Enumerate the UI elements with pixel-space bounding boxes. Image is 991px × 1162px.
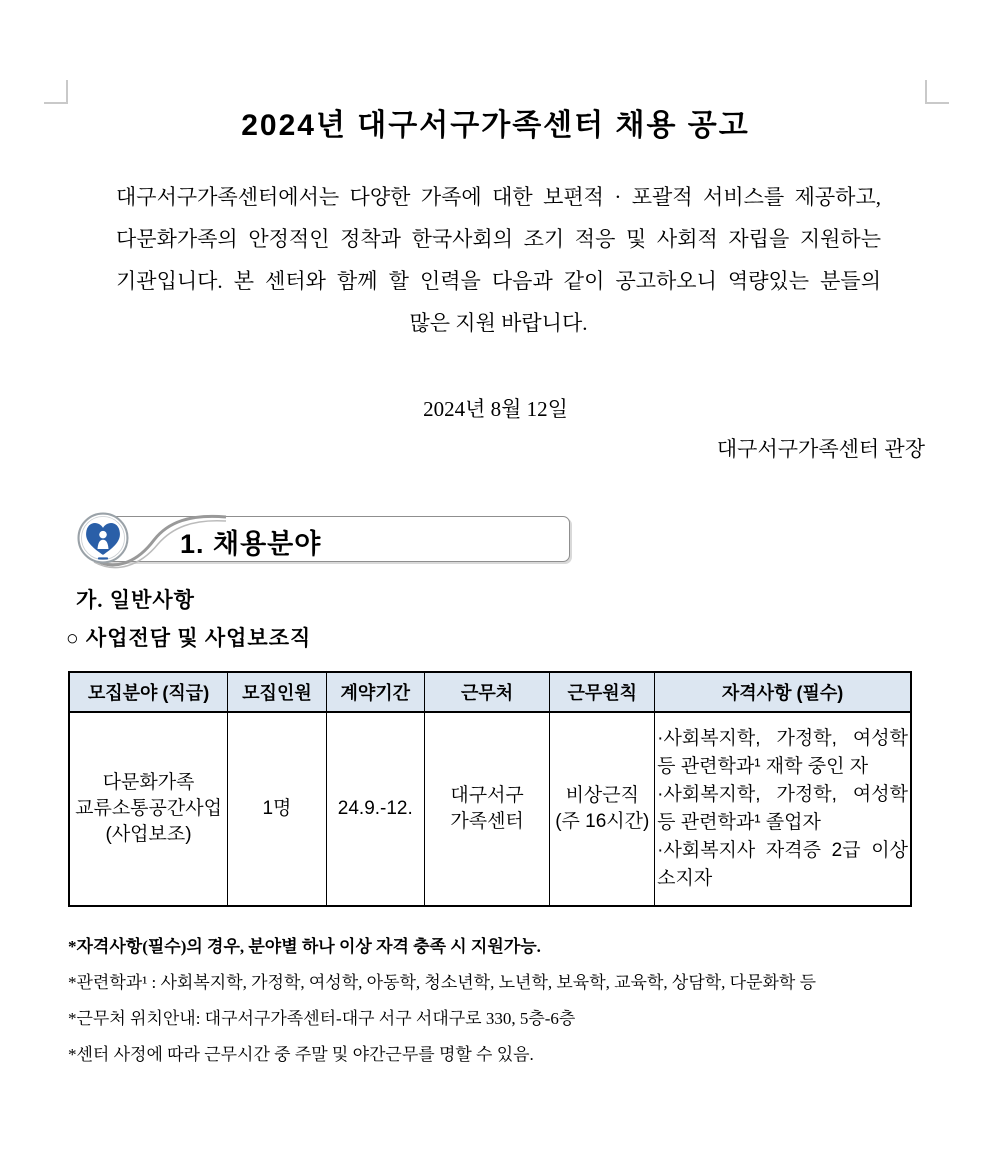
workplace-line: 가족센터 <box>450 811 524 832</box>
footnote: *센터 사정에 따라 근무시간 중 주말 및 야간근무를 명할 수 있음. <box>68 1045 534 1064</box>
field-line: (사업보조) <box>105 824 192 845</box>
field-line: 다문화가족 <box>102 772 195 793</box>
column-header-qualifications: 자격사항 (필수) <box>655 672 911 712</box>
document-title: 2024년 대구서구가족센터 채용 공고 <box>241 109 750 142</box>
table-row <box>69 712 911 906</box>
announcement-date: 2024년 8월 12일 <box>423 397 568 421</box>
section-banner <box>76 510 596 572</box>
footnote: *자격사항(필수)의 경우, 분야별 하나 이상 자격 충족 시 지원가능. <box>68 937 541 956</box>
intro-line: 기관입니다. 본 센터와 함께 할 인력을 다음과 같이 공고하오니 역량있는 분들의 <box>116 269 881 293</box>
column-header-workplace: 근무처 <box>424 672 550 712</box>
footnotes <box>68 936 933 1080</box>
column-header-work-terms: 근무원칙 <box>550 672 655 712</box>
column-header-contract-period: 계약기간 <box>326 672 424 712</box>
footnote: *근무처 위치안내: 대구서구가족센터-대구 서구 서대구로 330, 5층-6층 <box>68 1009 576 1028</box>
section-title: 1. 채용분야 <box>180 529 322 559</box>
signature-line: 대구서구가족센터 관장 <box>716 437 925 461</box>
cell-qualifications <box>655 712 911 906</box>
intro-line: 대구서구가족센터에서는 다양한 가족에 대한 보편적 · 포괄적 서비스를 제공하고, <box>116 185 881 209</box>
work-terms-line: (주 16시간) <box>555 811 650 832</box>
column-header-headcount: 모집인원 <box>228 672 327 712</box>
field-line: 교류소통공간사업 <box>75 798 222 819</box>
cell-work-terms <box>550 712 655 906</box>
workplace-line: 대구서구 <box>450 785 524 806</box>
cell-workplace <box>424 712 550 906</box>
bullet-heading: ○ 사업전담 및 사업보조직 <box>66 626 312 650</box>
sub-heading: 가. 일반사항 <box>76 588 195 612</box>
qualification-item: ·사회복지학, 가정학, 여성학 등 관련학과¹ 졸업자 <box>657 784 908 833</box>
family-center-logo-icon <box>76 511 130 565</box>
intro-line: 많은 지원 바랍니다. <box>409 311 588 335</box>
cell-headcount: 1명 <box>228 712 327 906</box>
table-header-row <box>69 672 911 712</box>
cell-contract-period: 24.9.-12. <box>326 712 424 906</box>
cell-field <box>69 712 228 906</box>
column-header-field: 모집분야 (직급) <box>69 672 228 712</box>
intro-paragraph <box>116 176 881 344</box>
qualification-item: ·사회복지학, 가정학, 여성학 등 관련학과¹ 재학 중인 자 <box>657 728 908 777</box>
recruitment-table <box>68 671 912 907</box>
qualification-item: ·사회복지사 자격증 2급 이상 소지자 <box>657 840 908 889</box>
intro-line: 다문화가족의 안정적인 정착과 한국사회의 조기 적응 및 사회적 자립을 지원하는 <box>116 227 881 251</box>
footnote: *관련학과¹ : 사회복지학, 가정학, 여성학, 아동학, 청소년학, 노년학, 보육학, 교육학, 상담학, 다문화학 등 <box>68 973 817 992</box>
work-terms-line: 비상근직 <box>565 785 639 806</box>
